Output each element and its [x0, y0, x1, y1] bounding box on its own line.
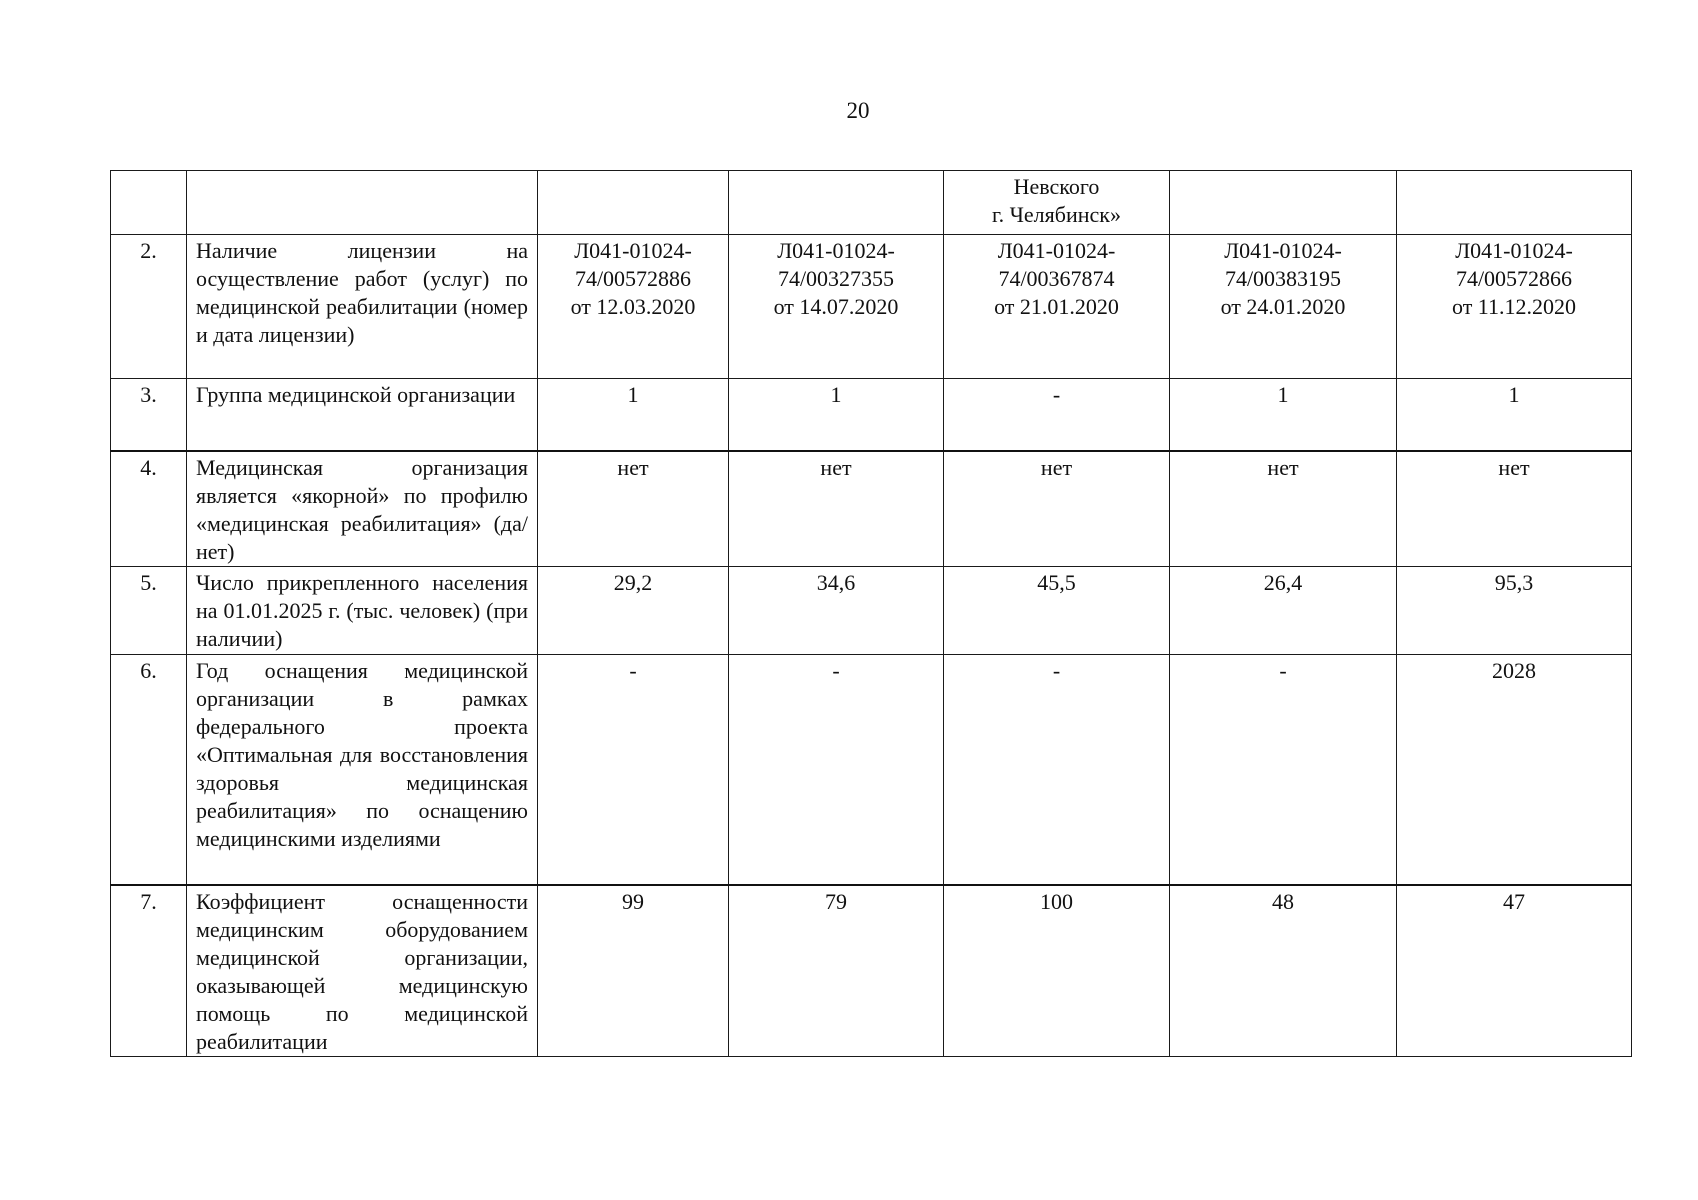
row-value: 1 — [538, 379, 729, 451]
table-row — [111, 451, 1632, 567]
row-value: 29,2 — [538, 567, 729, 655]
row-value: 1 — [1170, 379, 1397, 451]
table-header-row — [111, 171, 1632, 235]
row-value: Л041-01024- 74/00367874 от 21.01.2020 — [944, 235, 1170, 379]
row-label: Группа медицинской организации — [187, 379, 538, 451]
row-value: 1 — [729, 379, 944, 451]
row-value: 26,4 — [1170, 567, 1397, 655]
header-cell — [187, 171, 538, 235]
row-value: - — [944, 379, 1170, 451]
header-cell — [1397, 171, 1632, 235]
row-value: 34,6 — [729, 567, 944, 655]
row-value: - — [944, 655, 1170, 885]
header-cell — [538, 171, 729, 235]
row-number: 7. — [111, 885, 187, 1057]
row-number: 2. — [111, 235, 187, 379]
row-number: 6. — [111, 655, 187, 885]
row-value: 99 — [538, 885, 729, 1057]
row-value: нет — [729, 451, 944, 567]
row-value: - — [538, 655, 729, 885]
table-row — [111, 567, 1632, 655]
row-value: нет — [1397, 451, 1632, 567]
row-value: 100 — [944, 885, 1170, 1057]
row-label: Коэффициент оснащенности медицинским оборудованием медицинской организации, оказывающей медицинскую помощь по медицинской реабилитации — [187, 885, 538, 1057]
row-value: 47 — [1397, 885, 1632, 1057]
row-number: 3. — [111, 379, 187, 451]
row-value: 95,3 — [1397, 567, 1632, 655]
row-value: Л041-01024- 74/00383195 от 24.01.2020 — [1170, 235, 1397, 379]
row-label: Год оснащения медицинской организации в рамках федерального проекта «Оптимальная для восстановления здоровья медицинская реабилитация» по оснащению медицинскими изделиями — [187, 655, 538, 885]
row-value: нет — [1170, 451, 1397, 567]
row-number: 5. — [111, 567, 187, 655]
header-cell — [1170, 171, 1397, 235]
row-value: нет — [944, 451, 1170, 567]
row-number: 4. — [111, 451, 187, 567]
row-label: Число прикрепленного населения на 01.01.2025 г. (тыс. человек) (при наличии) — [187, 567, 538, 655]
table-row — [111, 379, 1632, 451]
header-cell — [729, 171, 944, 235]
data-table — [110, 170, 1632, 1057]
table-row — [111, 885, 1632, 1057]
row-value: Л041-01024- 74/00327355 от 14.07.2020 — [729, 235, 944, 379]
row-value: 1 — [1397, 379, 1632, 451]
table-row — [111, 235, 1632, 379]
row-value: нет — [538, 451, 729, 567]
row-value: Л041-01024- 74/00572866 от 11.12.2020 — [1397, 235, 1632, 379]
page-number: 20 — [846, 98, 870, 123]
header-cell-org-name: Невского г. Челябинск» — [944, 171, 1170, 235]
row-value: 45,5 — [944, 567, 1170, 655]
row-label: Медицинская организация является «якорной» по профилю «медицинская реабилитация» (да/нет) — [187, 451, 538, 567]
table-row — [111, 655, 1632, 885]
row-value: 2028 — [1397, 655, 1632, 885]
row-label: Наличие лицензии на осуществление работ (услуг) по медицинской реабилитации (номер и дата лицензии) — [187, 235, 538, 379]
row-value: 79 — [729, 885, 944, 1057]
row-value: - — [1170, 655, 1397, 885]
row-value: 48 — [1170, 885, 1397, 1057]
row-value: Л041-01024- 74/00572886 от 12.03.2020 — [538, 235, 729, 379]
header-cell — [111, 171, 187, 235]
row-value: - — [729, 655, 944, 885]
